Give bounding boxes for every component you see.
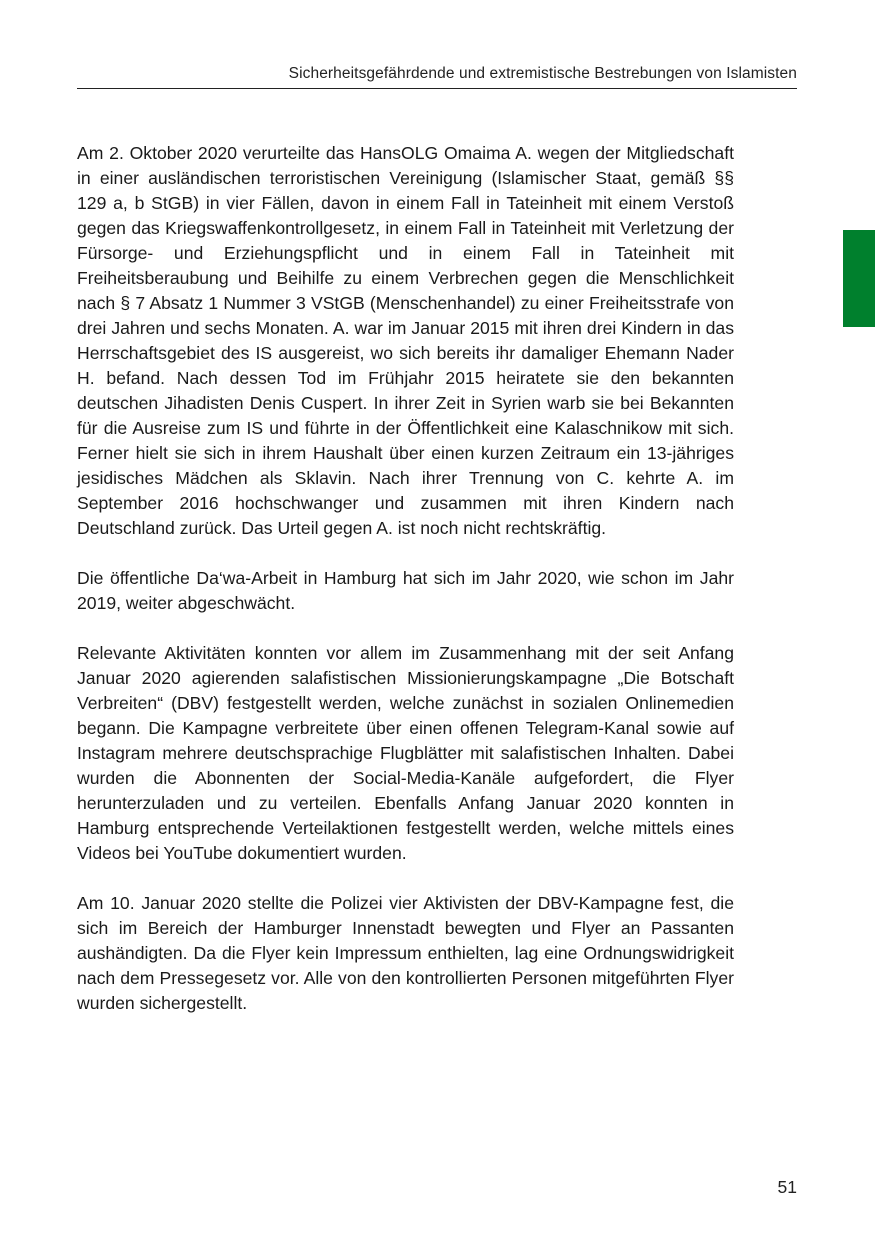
running-header: Sicherheitsgefährdende und extremistische Bestrebungen von Islamisten (288, 65, 797, 82)
paragraph-police-action: Am 10. Januar 2020 stellte die Polizei vier Aktivisten der DBV-Kampagne fest, die sich im Bereich der Hamburger Innenstadt bewegten und Flyer an Passanten aushändigten. Da die Flyer kein Impressum enthielten, lag eine Ordnungswidrigkeit nach dem Pressegesetz vor. Alle von den kontrollierten Personen mitgeführten Flyer wurden sichergestellt. (77, 893, 734, 1013)
paragraph-dbv-campaign: Relevante Aktivitäten konnten vor allem im Zusammenhang mit der seit Anfang Januar 2020 agierenden salafistischen Missionierungskampagne „Die Botschaft Verbreiten“ (DBV) festgestellt werden, welche zunächst in sozialen Onlinemedien begann. Die Kampagne verbreitete über einen offenen Telegram-Kanal sowie auf Instagram mehrere deutschsprachige Flugblätter mit salafistischen Inhalten. Dabei wurden die Abonnenten der Social-Media-Kanäle aufgefordert, die Flyer herunterzuladen und zu verteilen. Ebenfalls Anfang Januar 2020 konnten in Hamburg entsprechende Verteilaktionen festgestellt werden, welche mittels eines Videos bei YouTube dokumentiert wurden. (77, 643, 734, 863)
header-rule (77, 88, 797, 89)
paragraph-verdict: Am 2. Oktober 2020 verurteilte das HansOLG Omaima A. wegen der Mitgliedschaft in einer ausländischen terroristischen Vereinigung (Islamischer Staat, gemäß §§ 129 a, b StGB) in vier Fällen, davon in einem Fall in Tateinheit mit einem Verstoß gegen das Kriegswaffenkontrollgesetz, in einem Fall in Tateinheit mit Verletzung der Fürsorge- und Erziehungspflicht und in einem Fall in Tateinheit mit Freiheitsberaubung und Beihilfe zu einem Verbrechen gegen die Menschlichkeit nach § 7 Absatz 1 Nummer 3 VStGB (Menschenhandel) zu einer Freiheitsstrafe von drei Jahren und sechs Monaten. A. war im Januar 2015 mit ihren drei Kindern in das Herrschaftsgebiet des IS ausgereist, wo sich bereits ihr damaliger Ehemann Nader H. befand. Nach dessen Tod im Frühjahr 2015 heiratete sie den bekannten deutschen Jihadisten Denis Cuspert. In ihrer Zeit in Syrien warb sie bei Bekannten für die Ausreise zum IS und führte in der Öffentlichkeit eine Kalaschnikow mit sich. Ferner hielt sie sich in ihrem Haushalt über einen kurzen Zeitraum ein 13-jähriges jesidisches Mädchen als Sklavin. Nach ihrer Trennung von C. kehrte A. im September 2016 hochschwanger und zusammen mit ihren Kindern nach Deutschland zurück. Das Urteil gegen A. ist noch nicht rechtskräftig. (77, 143, 734, 538)
paragraph-dawa-work: Die öffentliche Da‘wa-Arbeit in Hamburg hat sich im Jahr 2020, wie schon im Jahr 2019, weiter abgeschwächt. (77, 568, 734, 613)
page-number: 51 (777, 1177, 797, 1197)
body-text (77, 141, 734, 1041)
chapter-tab-marker (843, 230, 875, 327)
